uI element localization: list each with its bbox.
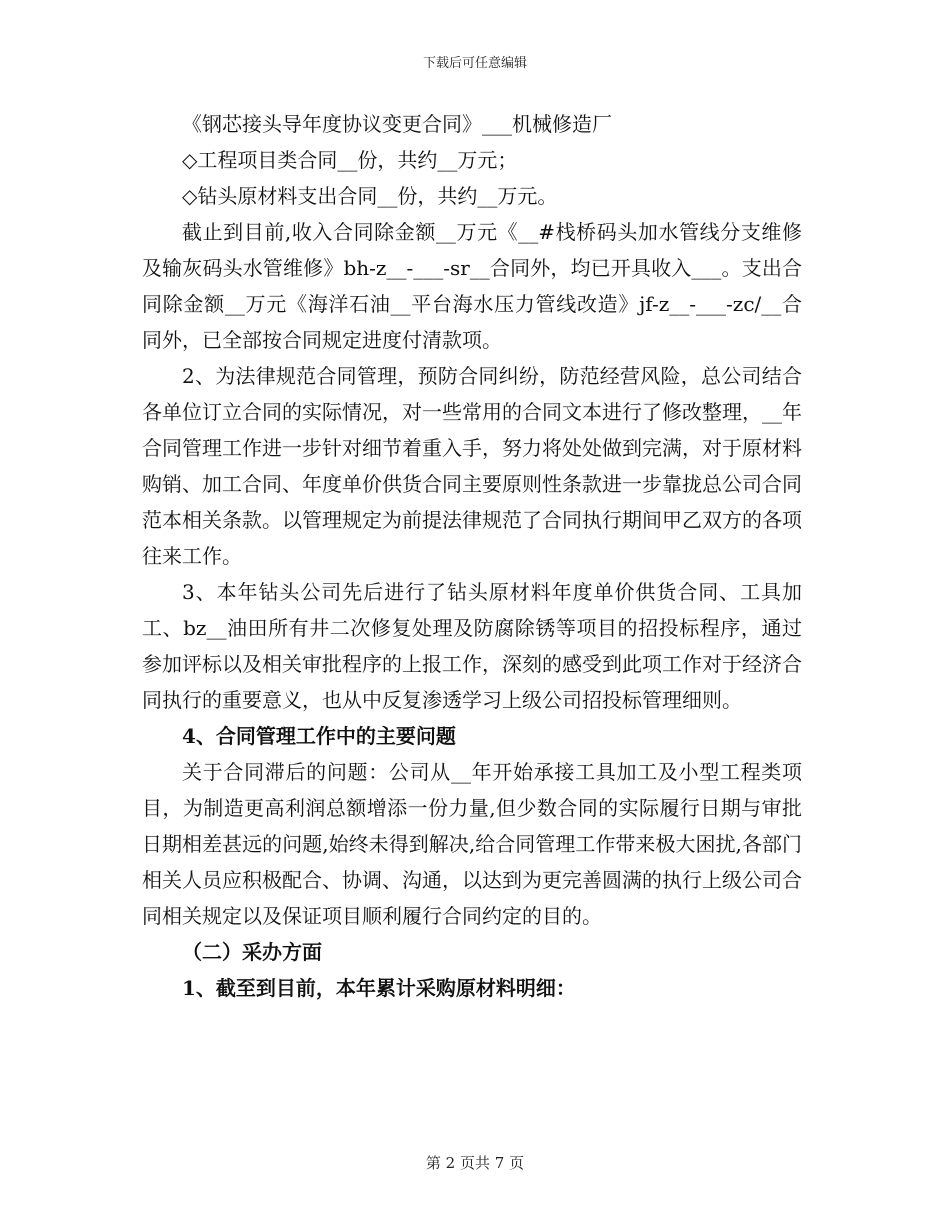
contract-title-line: 《钢芯接头导年度协议变更合同》___机械修造厂 — [182, 112, 612, 136]
engineering-contract-line: ◇工程项目类合同__份，共约__万元； — [182, 148, 518, 172]
main-problems-heading: 4、合同管理工作中的主要问题 — [182, 724, 456, 748]
material-contract-line: ◇钻头原材料支出合同__份，共约__万元。 — [182, 184, 558, 208]
status-paragraph: 截止到目前,收入合同除金额__万元《__#栈桥码头加水管线分支维修及输灰码头水管维修》bh-z__-___-sr__合同外，均已开具收入___。支出合同除金额__万元《海洋石油__平台海水压力管线改造》jf-z__-___-zc/__合同外，已全部按合同规定进度付清款项。 — [142, 220, 802, 352]
procurement-subheading: 1、截至到目前，本年累计采购原材料明细： — [182, 976, 576, 1000]
procurement-section-heading: （二）采办方面 — [182, 940, 322, 964]
page-number: 第 2 页共 7 页 — [425, 1154, 525, 1172]
document-body — [142, 106, 802, 1006]
page-header: 下载后可任意编辑 — [422, 56, 527, 71]
bidding-paragraph: 3、本年钻头公司先后进行了钻头原材料年度单价供货合同、工具加工、bz__油田所有井二次修复处理及防腐除锈等项目的招投标程序，通过参加评标以及相关审批程序的上报工作，深刻的感受到此项工作对于经济合同执行的重要意义，也从中反复渗透学习上级公司招投标管理细则。 — [142, 580, 802, 712]
delay-issue-paragraph: 关于合同滞后的问题：公司从__年开始承接工具加工及小型工程类项目，为制造更高利润总额增添一份力量,但少数合同的实际履行日期与审批日期相差甚远的问题,始终未得到解决,给合同管理工作带来极大困扰,各部门相关人员应积极配合、协调、沟通，以达到为更完善圆满的执行上级公司合同相关规定以及保证项目顺利履行合同约定的目的。 — [142, 760, 802, 928]
legal-management-paragraph: 2、为法律规范合同管理，预防合同纠纷，防范经营风险，总公司结合各单位订立合同的实际情况，对一些常用的合同文本进行了修改整理，__年合同管理工作进一步针对细节着重入手，努力将处处做到完满，对于原材料购销、加工合同、年度单价供货合同主要原则性条款进一步靠拢总公司合同范本相关条款。以管理规定为前提法律规范了合同执行期间甲乙双方的各项往来工作。 — [142, 364, 802, 568]
